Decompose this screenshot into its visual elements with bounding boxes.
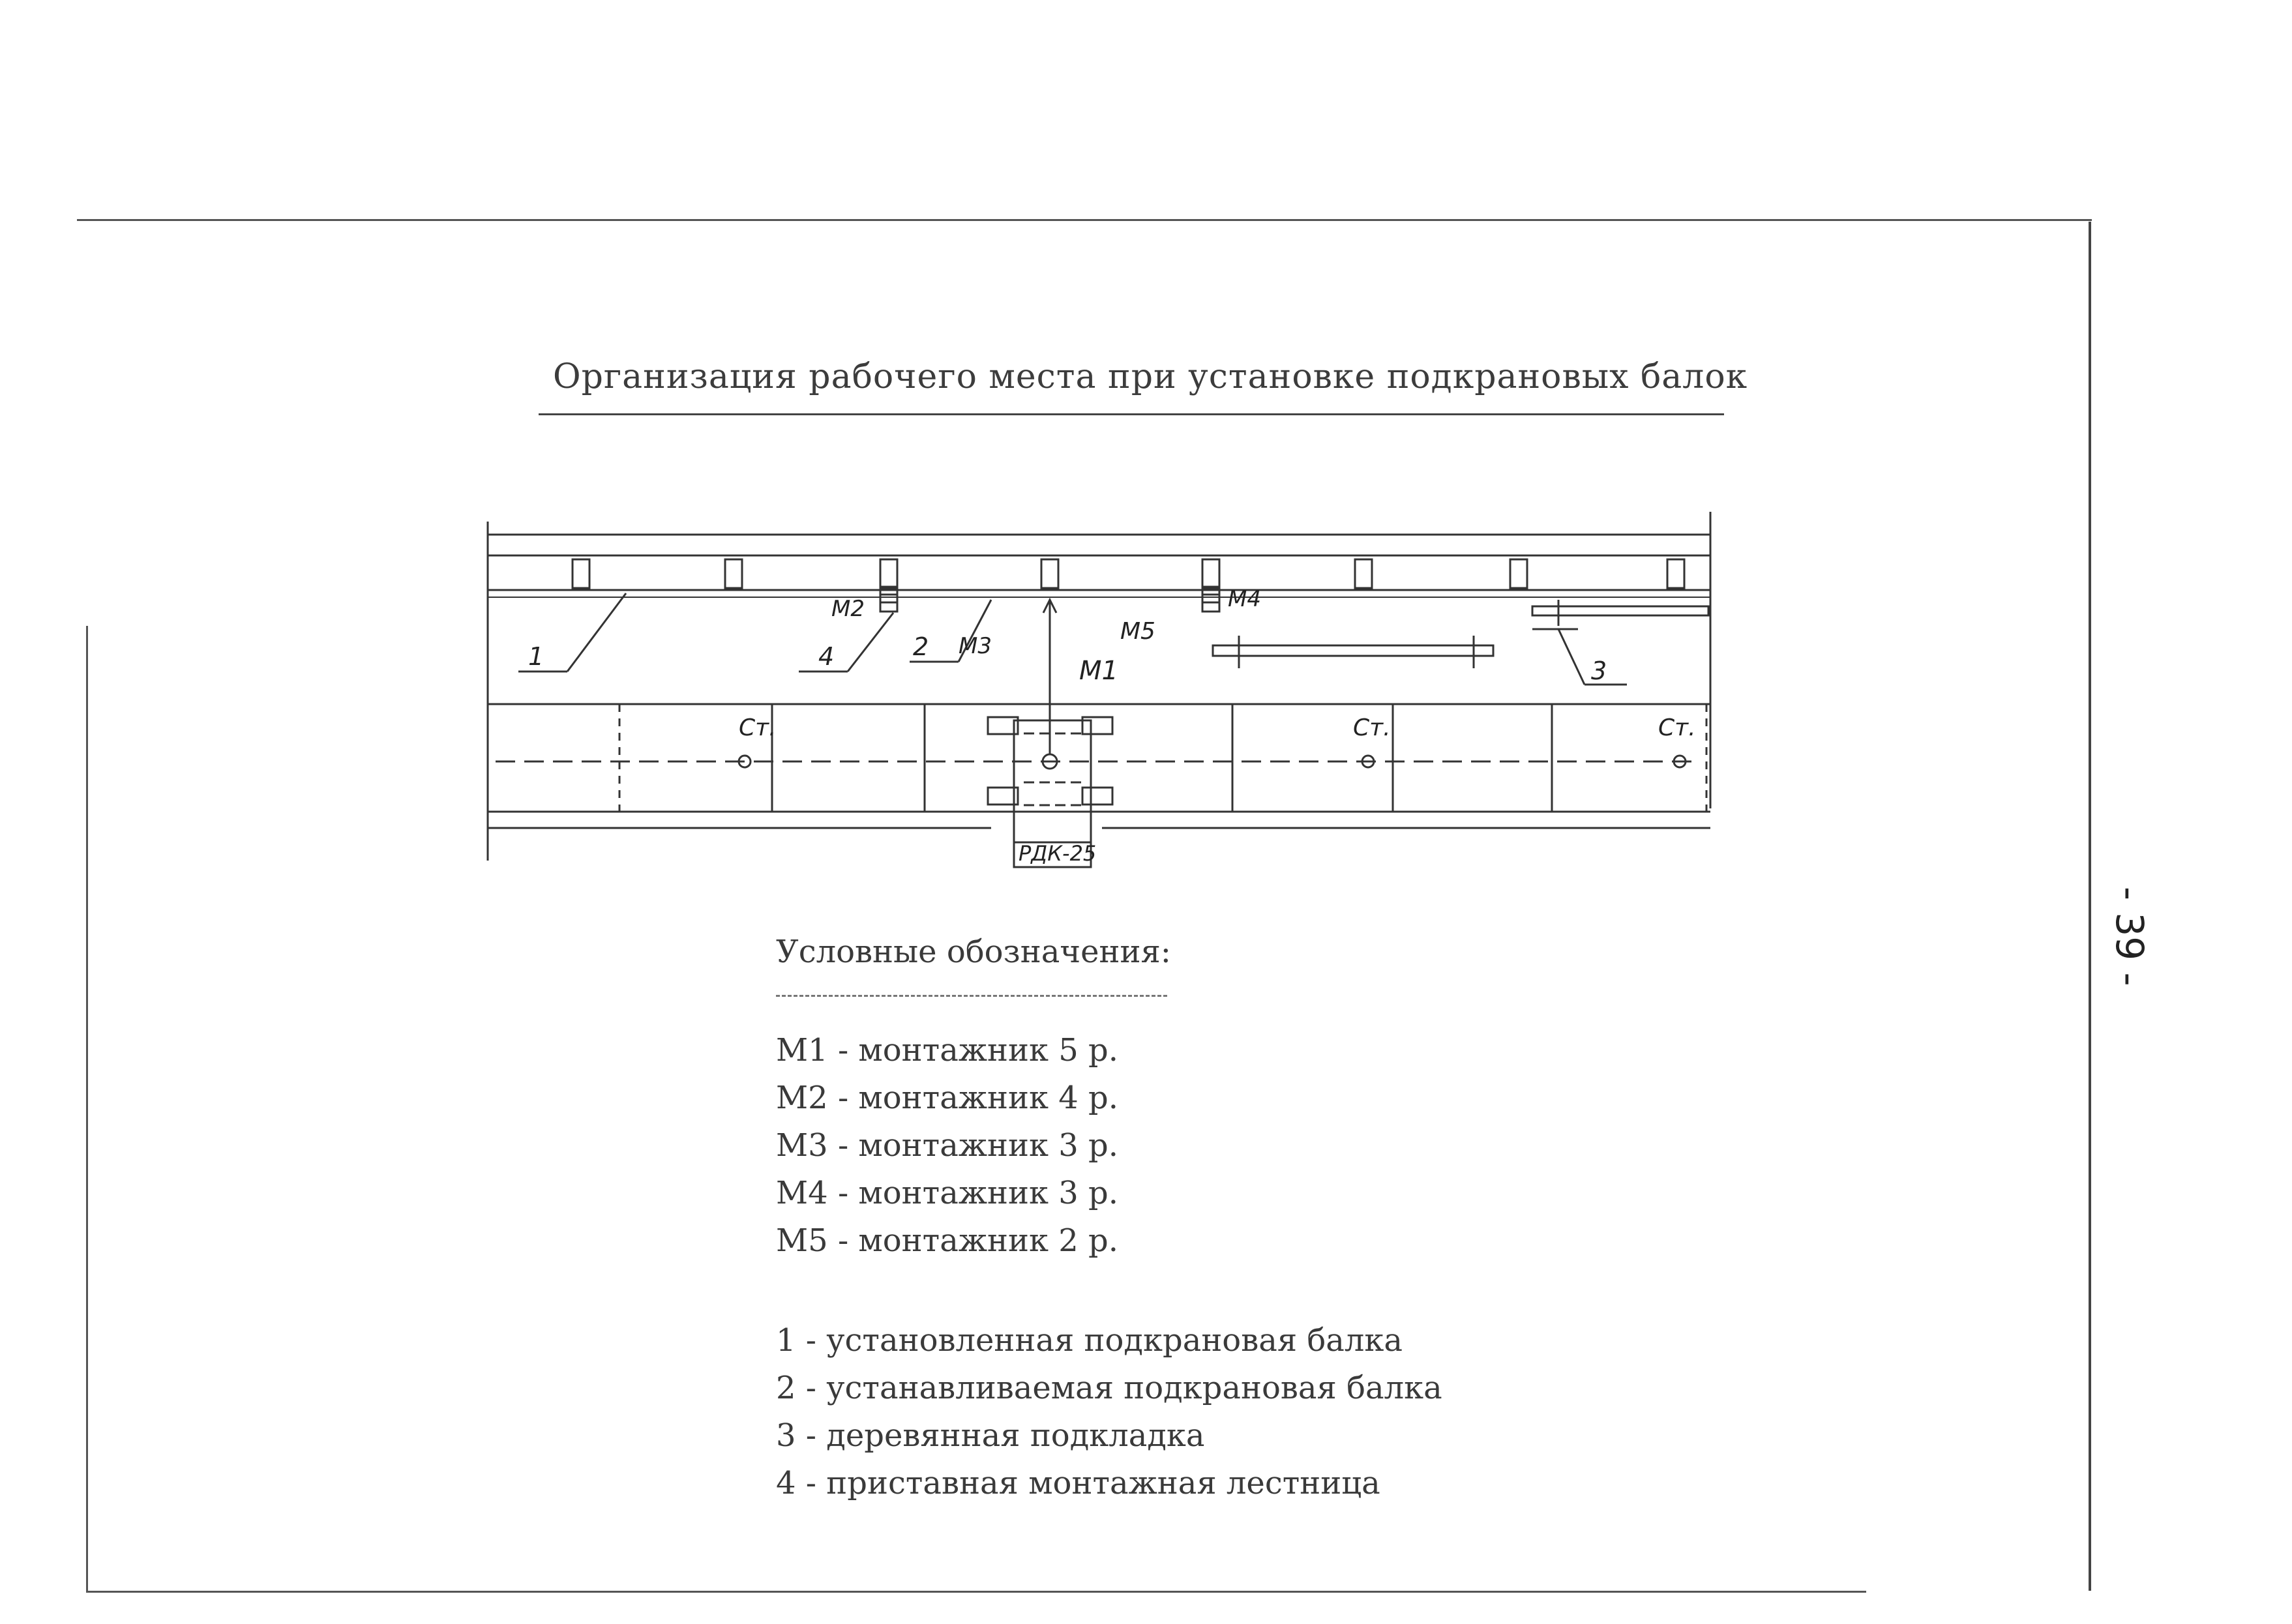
callout-2: 2	[913, 632, 929, 661]
frame-top-line	[77, 219, 2092, 221]
station-label-2: Ст.	[1353, 715, 1391, 741]
note-item: 1 - установленная подкрановая балка	[776, 1322, 1403, 1359]
worker-m2-label: М2	[831, 596, 865, 622]
numbered-notes	[776, 1317, 1442, 1507]
legend-item: М4 - монтажник 3 р.	[776, 1175, 1118, 1211]
callout-3: 3	[1591, 657, 1607, 685]
note-item: 4 - приставная монтажная лестница	[776, 1465, 1380, 1501]
page-title: Организация рабочего места при установке подкрановых балок	[553, 357, 1748, 396]
legend-heading: Условные обозначения:	[776, 934, 1171, 970]
callout-1: 1	[528, 642, 544, 671]
note-item: 2 - устанавливаемая подкрановая балка	[776, 1370, 1442, 1406]
title-underline	[539, 413, 1724, 415]
worker-legend	[776, 1027, 1118, 1265]
station-label-1: Ст.	[739, 715, 777, 741]
callout-4: 4	[818, 642, 835, 671]
legend-item: М2 - монтажник 4 р.	[776, 1080, 1118, 1116]
note-item: 3 - деревянная подкладка	[776, 1417, 1205, 1454]
crane-label: РДК-25	[1019, 841, 1097, 866]
worker-m1-label: М1	[1079, 656, 1118, 686]
legend-item: М1 - монтажник 5 р.	[776, 1032, 1118, 1069]
worker-m4-label: М4	[1228, 586, 1261, 612]
legend-item: М3 - монтажник 3 р.	[776, 1127, 1118, 1164]
frame-left-line	[86, 626, 88, 1591]
frame-right-line	[2089, 222, 2091, 1591]
page-number: - 39 -	[2107, 887, 2152, 986]
worker-m3-label: М3	[959, 633, 992, 659]
worker-m5-label: М5	[1120, 618, 1155, 645]
legend-item: М5 - монтажник 2 р.	[776, 1222, 1118, 1259]
site-plan-drawing	[456, 509, 1728, 874]
station-label-3: Ст.	[1658, 715, 1696, 741]
frame-bottom-line	[86, 1591, 1866, 1593]
legend-heading-underline	[776, 995, 1167, 997]
